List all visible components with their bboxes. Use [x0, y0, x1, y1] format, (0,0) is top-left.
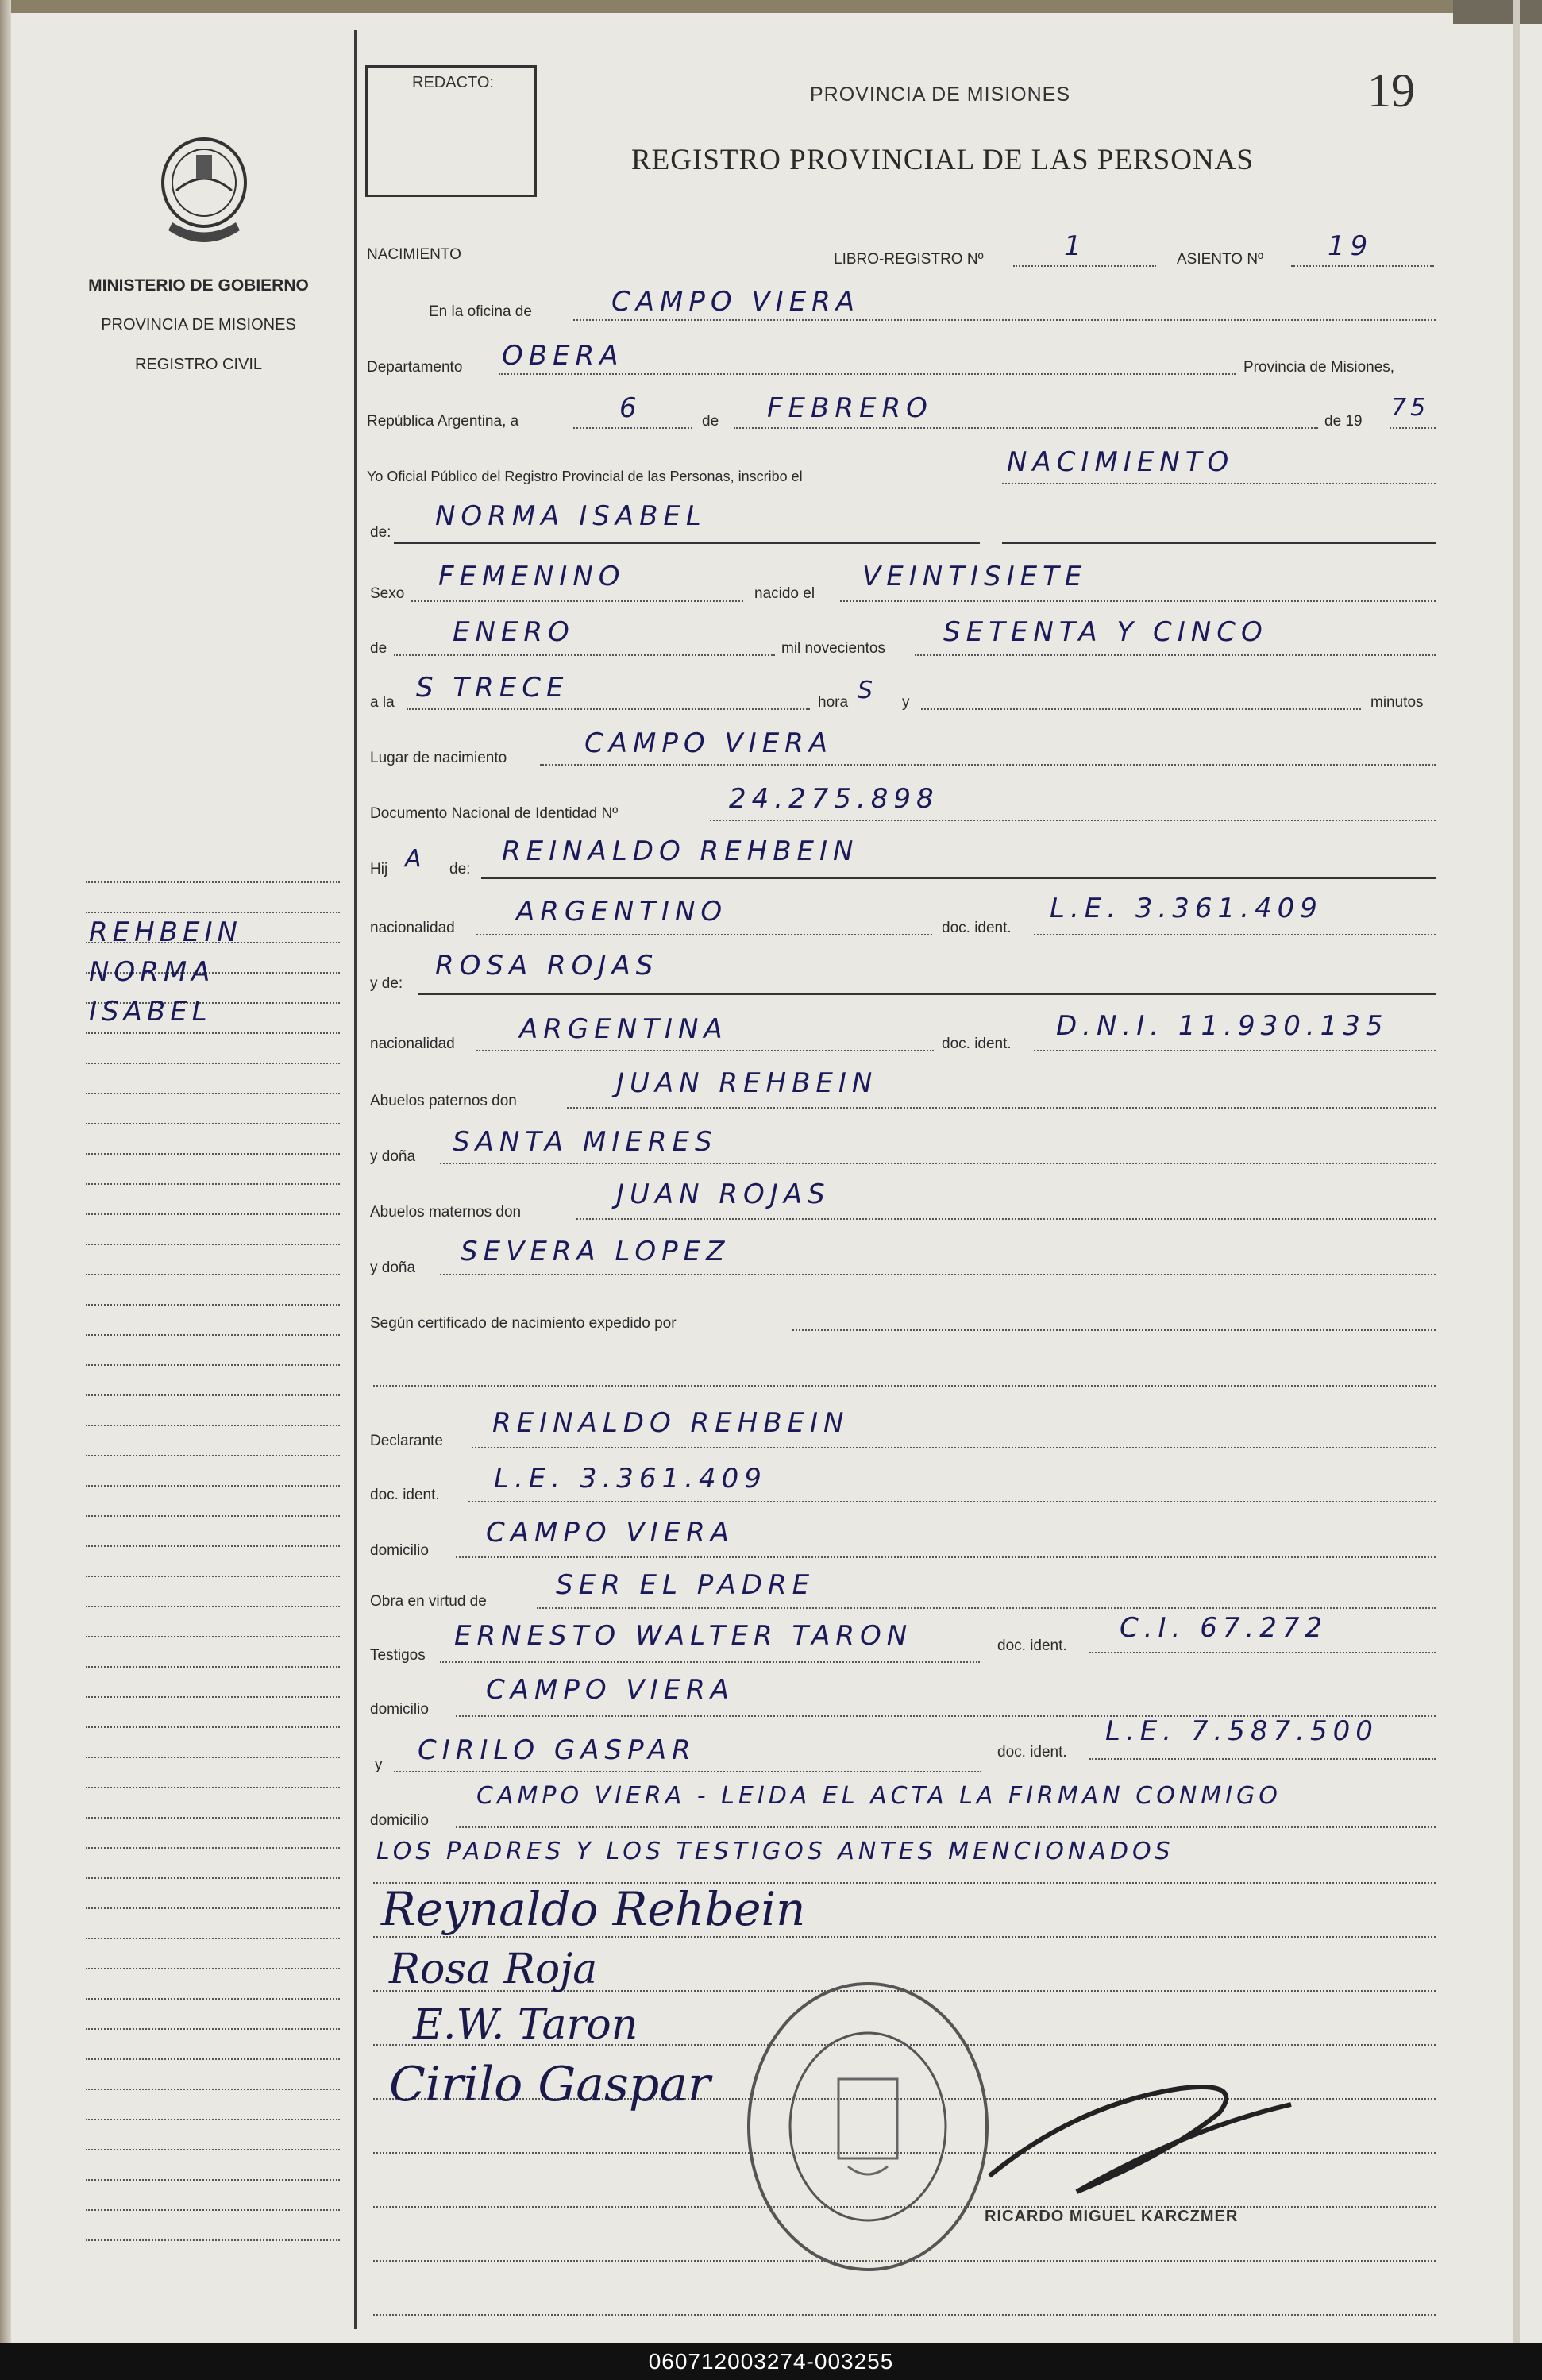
- madre-nac-label: nacionalidad: [370, 1036, 455, 1052]
- hij-label: Hij: [370, 861, 388, 878]
- inscribo-value: NACIMIENTO: [1007, 446, 1235, 478]
- madre-nac-value: ARGENTINA: [519, 1013, 728, 1045]
- redacto-label: REDACTO:: [412, 74, 494, 91]
- margin-first-name: NORMA: [89, 956, 215, 988]
- officer-signature-icon: [981, 2057, 1315, 2216]
- decl-dom-value: CAMPO VIERA: [486, 1517, 735, 1549]
- testigo2-y-label: y: [375, 1757, 383, 1773]
- de19-label: de 19: [1324, 413, 1363, 430]
- nacimiento-label: NACIMIENTO: [367, 246, 461, 263]
- abpat-value: JUAN REHBEIN: [616, 1067, 878, 1099]
- signature-father: Reynaldo Rehbein: [381, 1882, 806, 1936]
- lugar-value: CAMPO VIERA: [584, 727, 834, 759]
- redacto-box: [365, 65, 537, 197]
- madre-doc-value: D.N.I. 11.930.135: [1056, 1010, 1389, 1042]
- testigo2-dom-label: domicilio: [370, 1812, 429, 1829]
- de-mes-label: de: [370, 640, 387, 657]
- signature-mother: Rosa Roja: [389, 1946, 598, 1993]
- mes-value: FEBRERO: [767, 392, 933, 424]
- nombre-value: NORMA ISABEL: [435, 500, 707, 532]
- testigo2-dom: CAMPO VIERA - LEIDA EL ACTA LA FIRMAN CONMIGO: [476, 1782, 1282, 1810]
- testigo1-doc: C.I. 67.272: [1120, 1612, 1328, 1644]
- province-name: PROVINCIA DE MISIONES: [101, 316, 296, 334]
- oficina-label: En la oficina de: [429, 303, 532, 320]
- y-label: y: [902, 694, 910, 711]
- lugar-label: Lugar de nacimiento: [370, 750, 507, 766]
- libro-label: LIBRO-REGISTRO Nº: [834, 251, 984, 268]
- padre-nac-value: ARGENTINO: [516, 896, 728, 928]
- milnov-label: mil novecientos: [781, 640, 885, 657]
- folio-number: 19: [1367, 64, 1415, 117]
- registry-title: REGISTRO PROVINCIAL DE LAS PERSONAS: [631, 144, 1254, 176]
- abmat-dona-label: y doña: [370, 1259, 416, 1276]
- testigo2-doc-label: doc. ident.: [997, 1744, 1067, 1761]
- sexo-value: FEMENINO: [438, 561, 626, 592]
- decl-doc-value: L.E. 3.361.409: [494, 1463, 767, 1495]
- dia-value: 6: [619, 392, 642, 424]
- sexo-label: Sexo: [370, 585, 405, 602]
- dni-value: 24.275.898: [729, 783, 939, 815]
- registry-office: REGISTRO CIVIL: [134, 356, 263, 373]
- yde-label: y de:: [370, 975, 403, 992]
- anio-value: 75: [1391, 394, 1430, 422]
- abmat-label: Abuelos maternos don: [370, 1204, 522, 1221]
- document-id-footer: 060712003274-003255: [0, 2343, 1542, 2380]
- padre-nac-label: nacionalidad: [370, 920, 455, 936]
- hij-value: A: [405, 845, 426, 873]
- declarante-value: REINALDO REHBEIN: [492, 1407, 850, 1439]
- declarante-label: Declarante: [370, 1433, 443, 1449]
- republica-label: República Argentina, a: [367, 413, 519, 430]
- obra-label: Obra en virtud de: [370, 1593, 487, 1610]
- de-name-label: de:: [370, 524, 391, 541]
- padre-doc-value: L.E. 3.361.409: [1050, 893, 1323, 924]
- margin-second-name: ISABEL: [89, 996, 212, 1028]
- testigo1-dom-label: domicilio: [370, 1701, 429, 1718]
- oficina-value: CAMPO VIERA: [611, 286, 861, 318]
- testigos-label: Testigos: [370, 1647, 426, 1664]
- margin-surname: REHBEIN: [89, 916, 242, 948]
- margin-name-note: [89, 913, 242, 1032]
- provincial-coat-of-arms-icon: [152, 135, 256, 253]
- margin-divider: [354, 30, 357, 2329]
- decl-dom-label: domicilio: [370, 1542, 429, 1559]
- dni-label: Documento Nacional de Identidad Nº: [370, 805, 619, 822]
- hora-value: S TRECE: [416, 672, 569, 704]
- abpat-dona-label: y doña: [370, 1148, 416, 1165]
- abpat-label: Abuelos paternos don: [370, 1093, 517, 1109]
- testigo1-dom: CAMPO VIERA: [486, 1674, 735, 1706]
- obra-value: SER EL PADRE: [556, 1569, 815, 1601]
- closing-text: LOS PADRES Y LOS TESTIGOS ANTES MENCIONADOS: [376, 1838, 1174, 1865]
- hora-suffix: S: [858, 677, 877, 704]
- margin-notes-lines: [86, 881, 340, 2270]
- officer-name: RICARDO MIGUEL KARCZMER: [985, 2208, 1239, 2225]
- de-label: de: [702, 413, 719, 430]
- abpat2-value: SANTA MIERES: [453, 1126, 718, 1158]
- province-heading: PROVINCIA DE MISIONES: [810, 83, 1071, 106]
- asiento-label: ASIENTO Nº: [1177, 251, 1263, 268]
- departamento-label: Departamento: [367, 359, 463, 376]
- madre-doc-label: doc. ident.: [942, 1036, 1012, 1052]
- nacido-value: VEINTISIETE: [862, 561, 1088, 592]
- signature-witness1: E.W. Taron: [413, 2001, 638, 2049]
- hij-de-label: de:: [449, 861, 471, 878]
- abmat2-value: SEVERA LOPEZ: [461, 1236, 731, 1267]
- libro-value: 1: [1064, 230, 1087, 262]
- testigo1-doc-label: doc. ident.: [997, 1637, 1067, 1654]
- testigo1-value: ERNESTO WALTER TARON: [454, 1620, 913, 1652]
- testigo2-value: CIRILO GASPAR: [418, 1734, 696, 1766]
- ala-label: a la: [370, 694, 395, 711]
- certif-label: Según certificado de nacimiento expedido por: [370, 1315, 677, 1332]
- oficial-label: Yo Oficial Público del Registro Provincial de las Personas, inscribo el: [367, 469, 803, 484]
- anio-nac-value: SETENTA Y CINCO: [943, 616, 1268, 648]
- mes-nac-value: ENERO: [453, 616, 575, 648]
- testigo2-doc: L.E. 7.587.500: [1105, 1715, 1378, 1747]
- padre-value: REINALDO REHBEIN: [502, 835, 859, 867]
- minutos-label: minutos: [1370, 694, 1424, 711]
- signature-witness2: Cirilo Gaspar: [389, 2057, 711, 2112]
- top-edge-tab: [1453, 0, 1542, 24]
- abmat-value: JUAN ROJAS: [616, 1178, 831, 1210]
- top-edge: [0, 0, 1542, 13]
- decl-doc-label: doc. ident.: [370, 1487, 440, 1503]
- asiento-value: 19: [1328, 230, 1374, 262]
- binding-edge: [0, 0, 11, 2343]
- hora-label: hora: [818, 694, 849, 711]
- madre-value: ROSA ROJAS: [435, 950, 659, 982]
- provincia-suffix: Provincia de Misiones,: [1243, 359, 1395, 376]
- padre-doc-label: doc. ident.: [942, 920, 1012, 936]
- ministry-name: MINISTERIO DE GOBIERNO: [88, 276, 309, 295]
- departamento-value: OBERA: [502, 340, 624, 372]
- page-right-edge: [1513, 0, 1520, 2343]
- nacido-label: nacido el: [754, 585, 815, 602]
- registry-seal-icon: [737, 1976, 999, 2278]
